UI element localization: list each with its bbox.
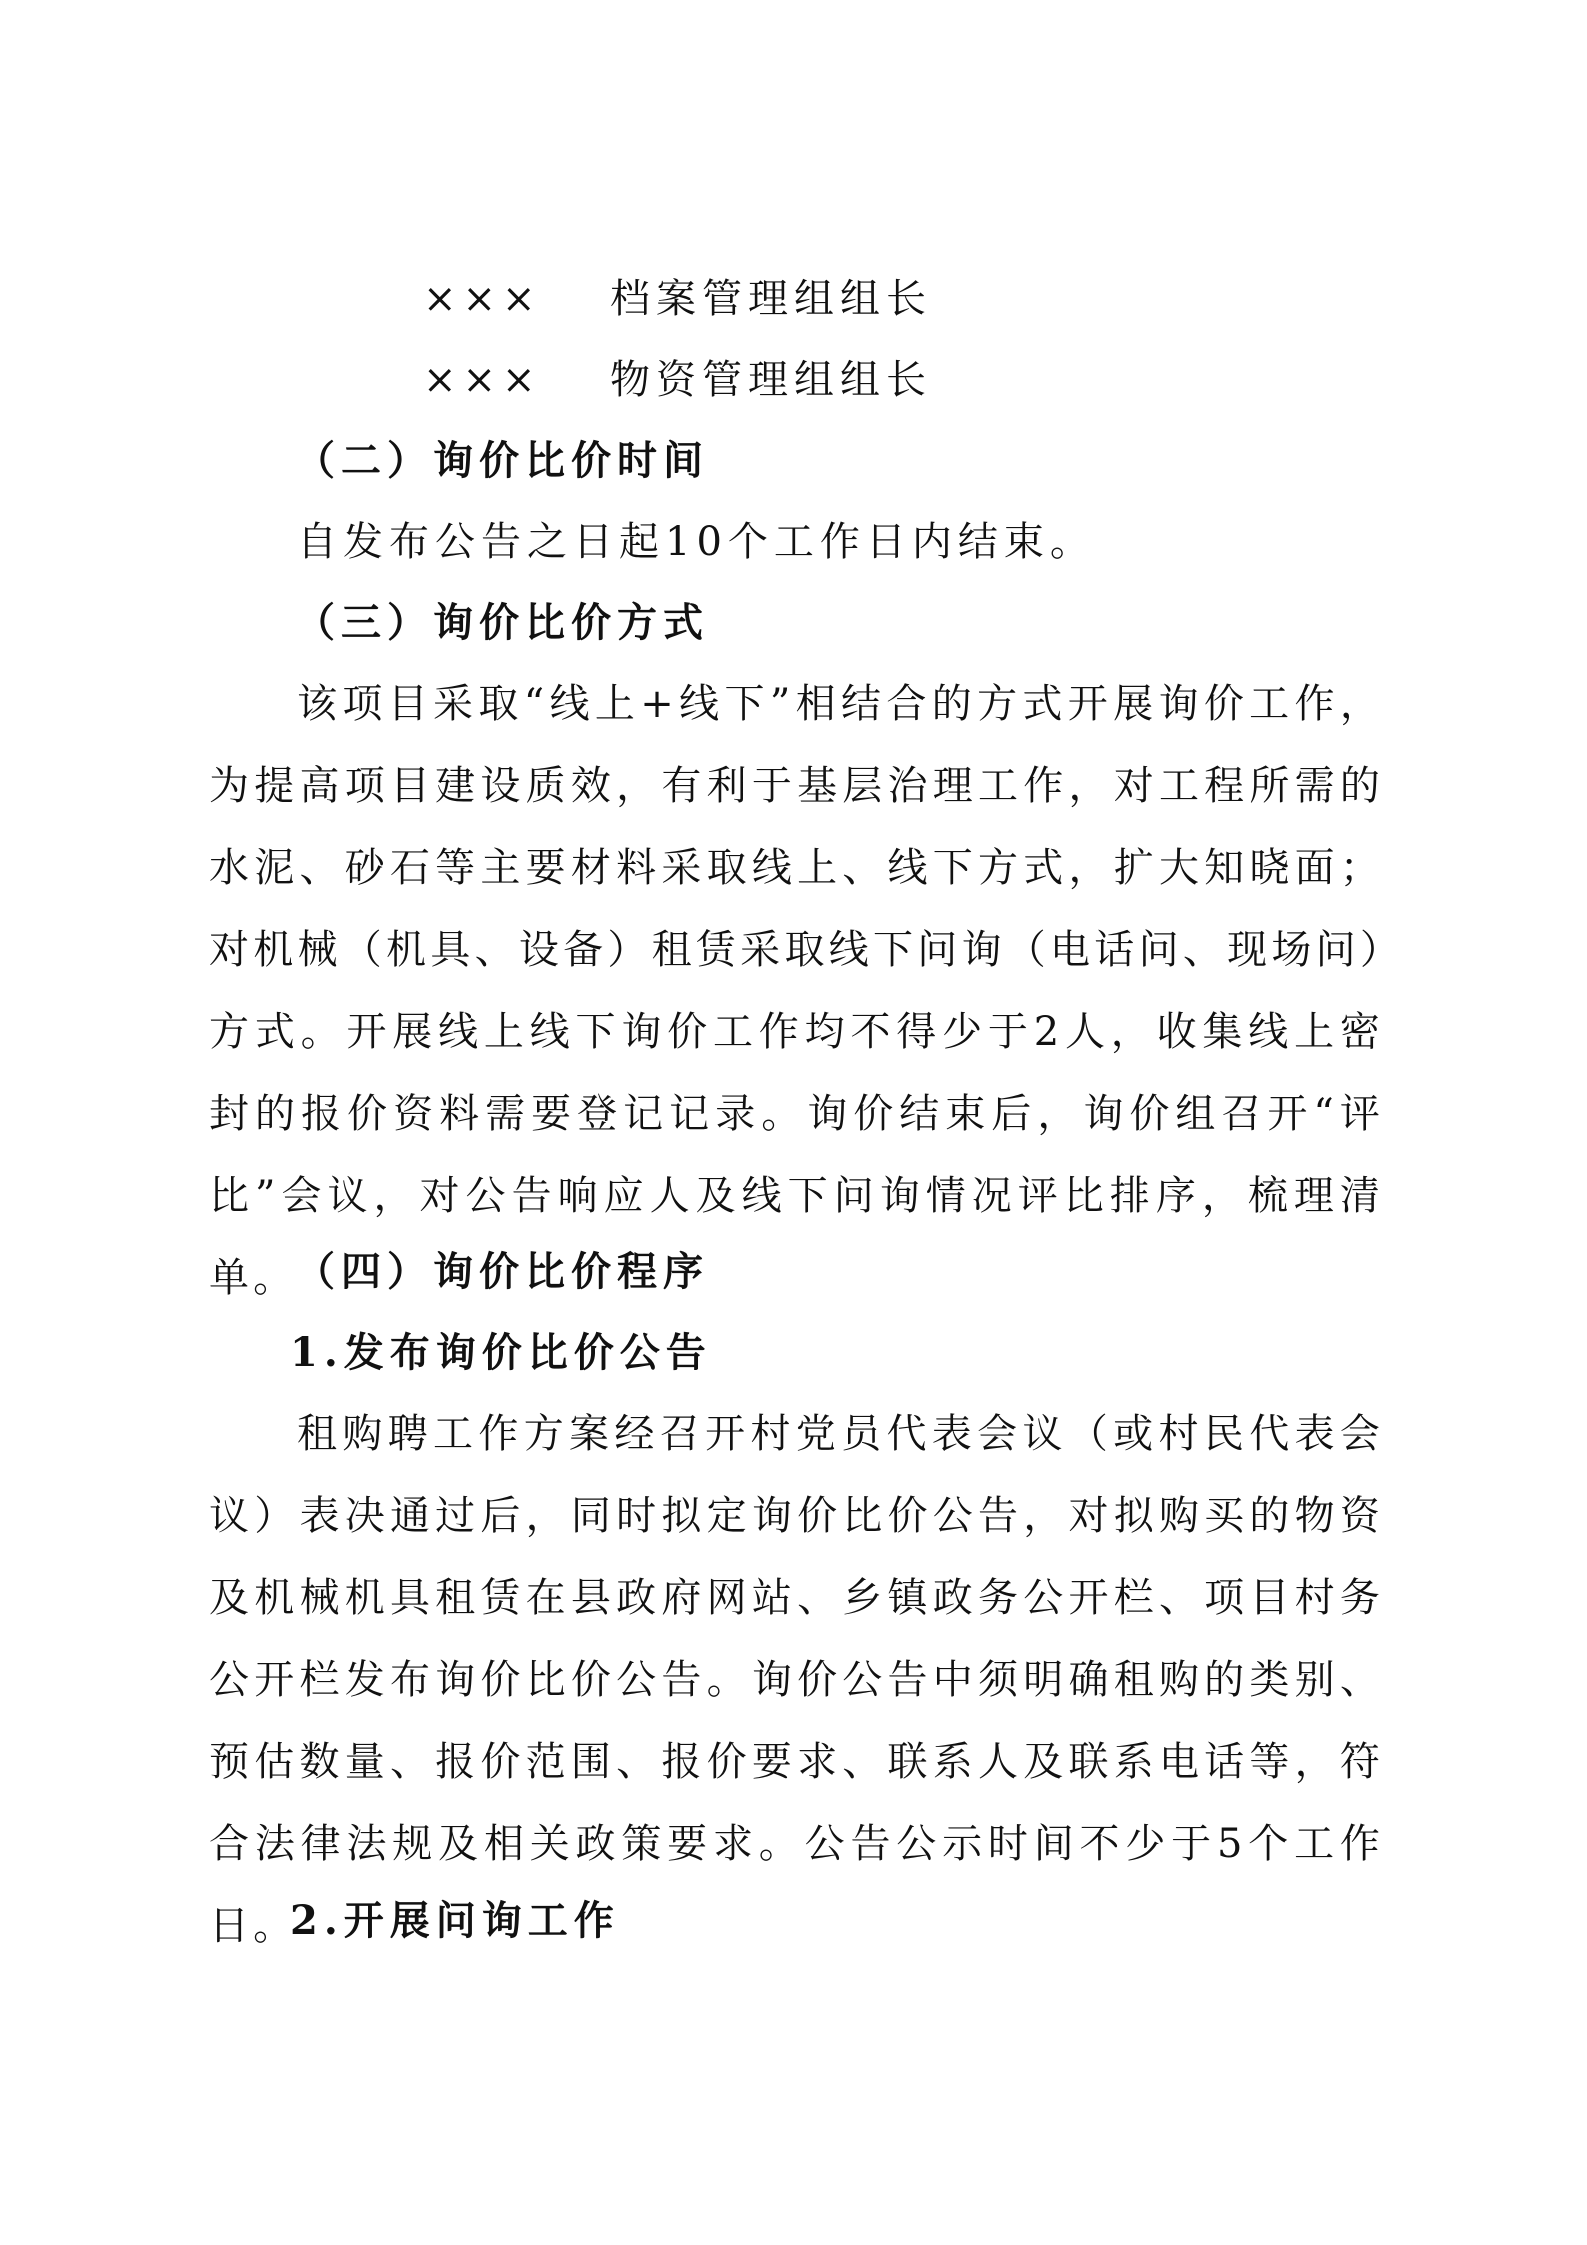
paragraph: 该项目采取“线上+线下”相结合的方式开展询价工作，为提高项目建设质效，有利于基层治理工作，对工程所需的水泥、砂石等主要材料采取线上、线下方式，扩大知晓面；对机械（机具、设备）租赁采取线下问询（电话问、现场问）方式。开展线上线下询价工作均不得少于2人，收集线上密封的报价资料需要登记记录。询价结束后，询价组召开“评比”会议，对公告响应人及线下问询情况评比排序，梳理清单。	[209, 681, 1384, 1301]
member-row	[0, 258, 1587, 340]
member-row	[0, 339, 1587, 421]
paragraph: 租购聘工作方案经召开村党员代表会议（或村民代表会议）表决通过后，同时拟定询价比价公告，对拟购买的物资及机械机具租赁在县政府网站、乡镇政务公开栏、项目村务公开栏发布询价比价公告。询价公告中须明确租购的类别、预估数量、报价范围、报价要求、联系人及联系电话等，符合法律法规及相关政策要求。公告公示时间不少于5个工作日。	[209, 1411, 1384, 1949]
section-heading	[0, 582, 1587, 664]
subsection-heading	[0, 1312, 1587, 1394]
member-name: ×××	[423, 357, 542, 403]
section-heading-text: （四）询价比价程序	[295, 1248, 709, 1295]
section-heading	[0, 420, 1587, 502]
subsection-heading	[0, 1880, 1587, 1962]
member-role: 物资管理组组长	[610, 357, 932, 403]
section-heading-text: （二）询价比价时间	[295, 437, 709, 484]
subsection-heading-text: 2.开展问询工作	[290, 1897, 620, 1944]
member-name: ×××	[423, 276, 542, 322]
section-heading	[0, 1231, 1587, 1313]
section-heading-text: （三）询价比价方式	[295, 599, 709, 646]
member-role: 档案管理组组长	[610, 276, 932, 322]
subsection-heading-text: 1.发布询价比价公告	[290, 1329, 712, 1376]
paragraph-text: 自发布公告之日起10个工作日内结束。	[297, 519, 1096, 565]
paragraph	[0, 501, 1587, 583]
